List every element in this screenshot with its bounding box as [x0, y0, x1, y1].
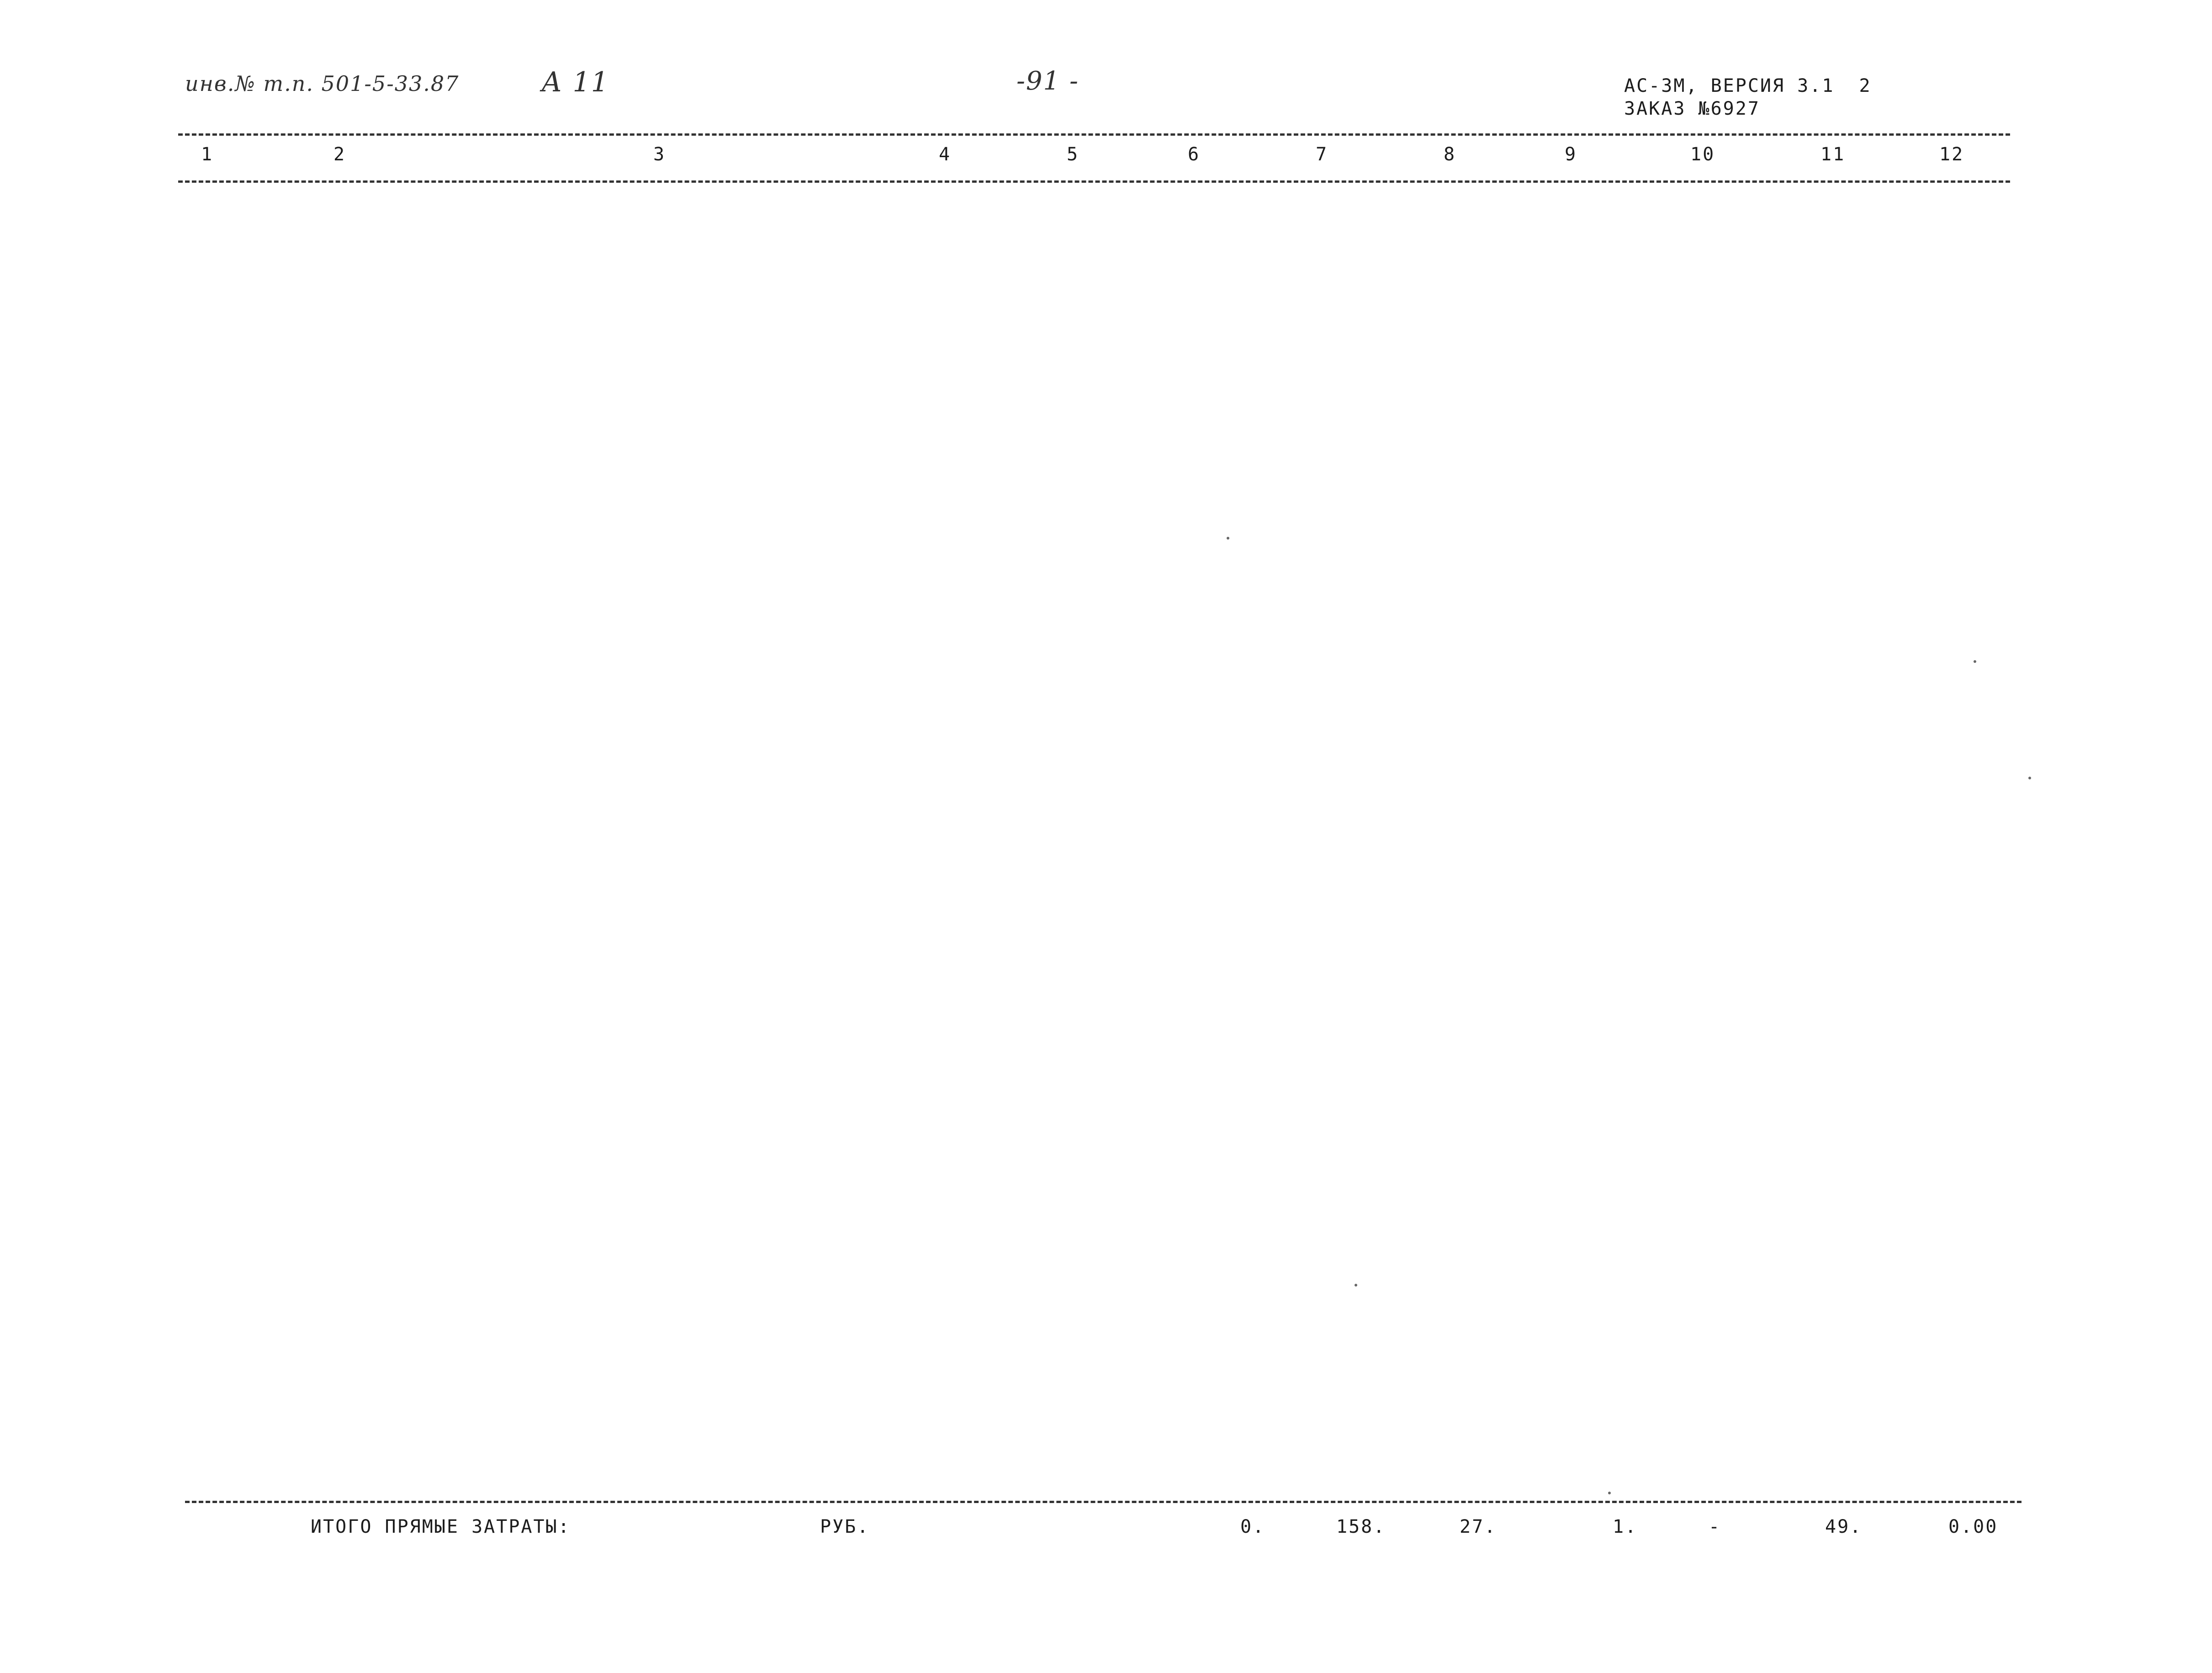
table-header-rule	[178, 180, 2010, 183]
sheet-mark: А 11	[541, 66, 609, 98]
total-col6: 0.	[1240, 1516, 1265, 1537]
scan-speck	[1227, 537, 1229, 540]
total-col8: 27.	[1460, 1516, 1497, 1537]
column-header-12: 12	[1939, 144, 1964, 165]
page-number: -91 -	[1016, 66, 1079, 96]
column-header-2: 2	[333, 144, 346, 165]
order-number: ЗАКАЗ №6927	[1624, 98, 1760, 119]
total-col9: 1.	[1613, 1516, 1638, 1537]
scan-speck	[1974, 660, 1976, 663]
scan-speck	[2028, 777, 2031, 779]
table-top-rule	[178, 133, 2010, 136]
total-col7: 158.	[1336, 1516, 1386, 1537]
column-header-5: 5	[1067, 144, 1080, 165]
column-header-9: 9	[1565, 144, 1577, 165]
column-header-1: 1	[201, 144, 214, 165]
column-header-11: 11	[1820, 144, 1846, 165]
total-col10: -	[1709, 1516, 1721, 1537]
inventory-number: инв.№ т.п. 501-5-33.87	[185, 71, 460, 96]
column-header-4: 4	[939, 144, 952, 165]
total-label: ИТОГО ПРЯМЫЕ ЗАТРАТЫ:	[311, 1516, 571, 1537]
column-header-7: 7	[1316, 144, 1328, 165]
total-col11: 49.	[1825, 1516, 1863, 1537]
scan-speck	[1355, 1284, 1357, 1287]
column-header-8: 8	[1444, 144, 1456, 165]
program-version: АС-3М, ВЕРСИЯ 3.1 2	[1624, 75, 1872, 96]
column-header-10: 10	[1690, 144, 1715, 165]
total-col12: 0.00	[1948, 1516, 1998, 1537]
total-unit: РУБ.	[820, 1516, 870, 1537]
table-bottom-rule	[185, 1501, 2021, 1503]
scan-speck	[1608, 1492, 1611, 1494]
column-header-3: 3	[653, 144, 666, 165]
column-header-6: 6	[1188, 144, 1201, 165]
